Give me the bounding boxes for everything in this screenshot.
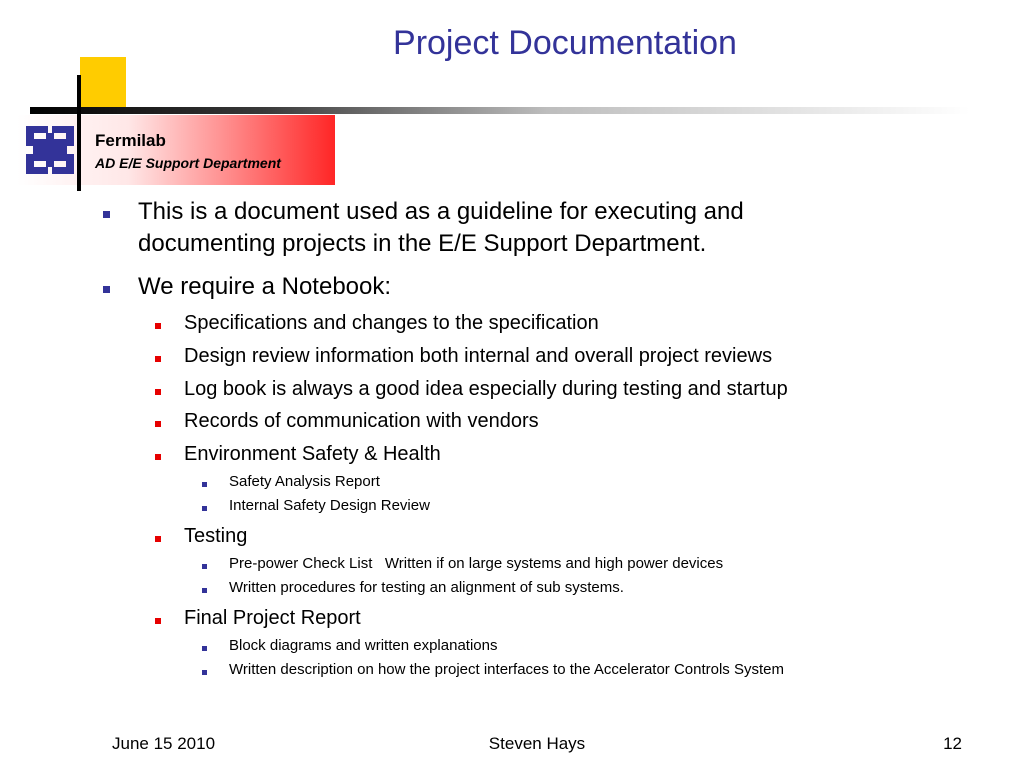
bullet-text: Design review information both internal and overall project reviews	[184, 345, 773, 367]
square-bullet-icon	[202, 506, 207, 511]
square-bullet-icon	[202, 646, 207, 651]
square-bullet-icon	[155, 618, 161, 624]
square-bullet-icon	[202, 564, 207, 569]
square-bullet-icon	[155, 389, 161, 395]
square-bullet-icon	[103, 211, 110, 218]
square-bullet-icon	[103, 286, 110, 293]
slide-title: Project Documentation	[393, 24, 737, 62]
bullet-text: Log book is always a good idea especially during testing and startup	[184, 378, 788, 400]
bullet-text: Final Project Report	[184, 607, 361, 629]
organization-name: Fermilab	[95, 131, 166, 150]
bullet-text: Records of communication with vendors	[184, 410, 539, 432]
department-name: AD E/E Support Department	[95, 155, 281, 171]
bullet-text: Environment Safety & Health	[184, 443, 441, 465]
bullet-text: Block diagrams and written explanations	[229, 637, 498, 654]
square-bullet-icon	[155, 323, 161, 329]
square-bullet-icon	[155, 356, 161, 362]
square-bullet-icon	[202, 588, 207, 593]
bullet-text: Pre-power Check List Written if on large systems and high power devices	[229, 555, 724, 572]
bullet-text: Safety Analysis Report	[229, 473, 380, 490]
bullet-text: Specifications and changes to the specification	[184, 312, 599, 334]
bullet-text: Written description on how the project interfaces to the Accelerator Controls System	[229, 661, 784, 678]
footer-author: Steven Hays	[488, 734, 586, 753]
square-bullet-icon	[155, 454, 161, 460]
bullet-text: documenting projects in the E/E Support Department.	[138, 230, 707, 257]
bullet-text: This is a document used as a guideline for executing and	[138, 198, 744, 225]
footer-date: June 15 2010	[112, 734, 216, 753]
square-bullet-icon	[202, 482, 207, 487]
square-bullet-icon	[155, 421, 161, 427]
bullet-text: Internal Safety Design Review	[229, 497, 430, 514]
bullet-text: Written procedures for testing an alignment of sub systems.	[229, 579, 624, 596]
bullet-text: Testing	[184, 525, 248, 547]
square-bullet-icon	[155, 536, 161, 542]
footer-page-number: 12	[943, 734, 962, 753]
bullet-text: We require a Notebook:	[138, 273, 392, 300]
square-bullet-icon	[202, 670, 207, 675]
